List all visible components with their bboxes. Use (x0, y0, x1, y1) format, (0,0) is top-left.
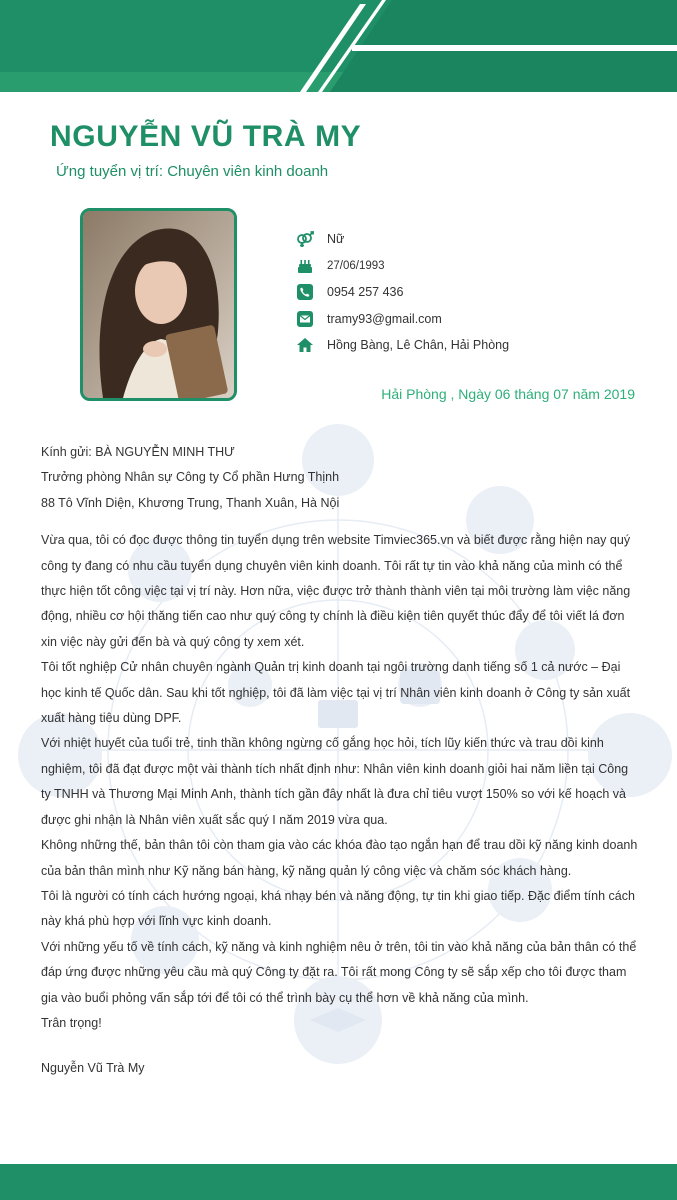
signature: Nguyễn Vũ Trà My (41, 1061, 145, 1076)
phone-icon (296, 283, 314, 301)
contact-value: 0954 257 436 (327, 285, 404, 300)
closing: Trân trọng! (41, 1015, 102, 1030)
birthday-cake-icon (296, 257, 314, 275)
contact-birthday (296, 253, 626, 280)
paragraph: Tôi tốt nghiệp Cử nhân chuyên ngành Quản trị kinh doanh tại ngôi trường danh tiếng số 1 cả nước – Đại học kinh tế Quốc dân. Sau khi tốt nghiệp, tôi đã làm việc tại vị trí Nhân viên kinh doanh ở Công ty sản xuất xuất hàng tiêu dùng DPF. (41, 660, 631, 726)
profile-photo (80, 208, 237, 401)
contact-value: tramy93@gmail.com (327, 311, 442, 326)
header-band (0, 0, 677, 92)
contact-value: Nữ (327, 232, 345, 247)
gender-icon (296, 230, 314, 248)
cover-letter-body (41, 440, 641, 1082)
home-icon (296, 336, 314, 354)
paragraph: Vừa qua, tôi có đọc được thông tin tuyển dụng trên website Timviec365.vn và biết được rằng hiện nay quý công ty đang có nhu cầu tuyển dụng chuyên viên kinh doanh. Tôi rất tự tin vào khả năng của mình có thể thực hiện tốt công việc tại vị trí này. Hơn nữa, việc được trở thành thành viên tại môi trường làm việc năng động, nhiều cơ hội thăng tiến cao như quý công ty chính là điều kiện tiên quyết thúc đẩy để tôi viết lá đơn xin việc này gửi đến bà và quý công ty xem xét. (41, 533, 631, 649)
contact-info (296, 226, 626, 359)
paragraph: Tôi là người có tính cách hướng ngoại, khá nhạy bén và năng động, tự tin khi giao tiếp. Đặc điểm tính cách này khá phù hợp với lĩnh vực kinh doanh. (41, 888, 635, 929)
contact-phone (296, 279, 626, 306)
recipient-line: Kính gửi: BÀ NGUYỄN MINH THƯ (41, 445, 235, 459)
paragraph: Với nhiệt huyết của tuổi trẻ, tinh thần không ngừng cố gắng học hỏi, tích lũy kiến thức và trau dồi kinh nghiệm, tôi đã đạt được một vài thành tích nhất định như: Nhân viên kinh doanh giỏi hai năm liền tại Công ty TNHH và Thương Mại Minh Anh, thành tích gần đây nhất là đưa chỉ tiêu vượt 150% so với kế hoạch và được ghi nhận là Nhân viên xuất sắc quý I năm 2019 vừa qua. (41, 736, 629, 827)
candidate-name: NGUYỄN VŨ TRÀ MY (50, 120, 362, 153)
recipient-title: Trưởng phòng Nhân sự Công ty Cổ phần Hưng Thịnh (41, 470, 340, 485)
paragraph: Với những yếu tố về tính cách, kỹ năng và kinh nghiệm nêu ở trên, tôi tin vào khả năng của bản thân có thể đáp ứng được những yêu cầu mà quý Công ty đặt ra. Tôi rất mong Công ty sẽ sắp xếp cho tôi được tham gia vào buổi phỏng vấn sắp tới để tôi có thể trình bày cụ thể hơn về khả năng của mình. (41, 939, 637, 1005)
contact-value: Hồng Bàng, Lê Chân, Hải Phòng (327, 338, 510, 353)
contact-value: 27/06/1993 (327, 259, 385, 272)
paragraph: Không những thế, bản thân tôi còn tham gia vào các khóa đào tạo ngắn hạn để trau dồi kỹ năng kinh doanh của bản thân mình như Kỹ năng bán hàng, kỹ năng quản lý công việc và chăm sóc khách hàng. (41, 838, 638, 878)
position-applied: Ứng tuyển vị trí: Chuyên viên kinh doanh (56, 163, 329, 180)
place-date: Hải Phòng , Ngày 06 tháng 07 năm 2019 (381, 386, 635, 402)
email-icon (296, 310, 314, 328)
recipient-address: 88 Tô Vĩnh Diện, Khương Trung, Thanh Xuân, Hà Nội (41, 495, 340, 510)
contact-address (296, 332, 626, 359)
contact-email (296, 306, 626, 333)
contact-gender (296, 226, 626, 253)
footer-band (0, 1164, 677, 1200)
